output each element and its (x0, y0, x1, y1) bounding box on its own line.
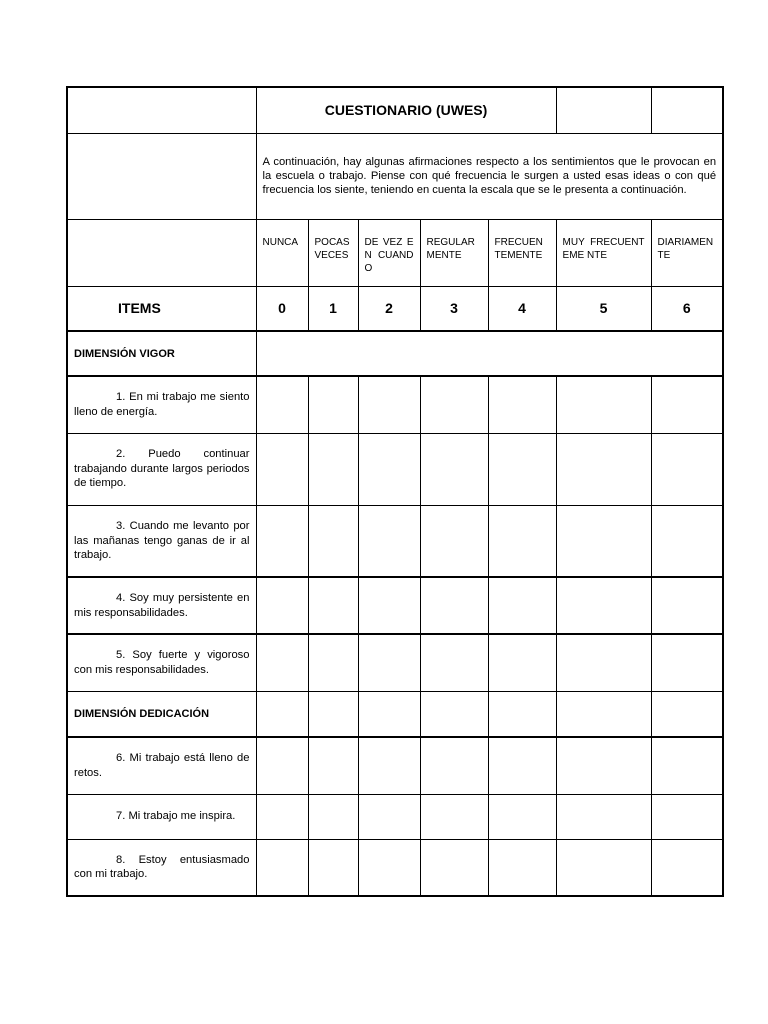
question-text: 5. Soy fuerte y vigoroso con mis responsabilidades. (67, 634, 256, 691)
scale-label-3: REGULAR MENTE (420, 219, 488, 286)
answer-cell[interactable] (488, 376, 556, 433)
scale-label-0: NUNCA (256, 219, 308, 286)
answer-cell[interactable] (651, 634, 723, 691)
answer-cell[interactable] (556, 794, 651, 839)
scale-value-5: 5 (556, 286, 651, 331)
table-row (67, 737, 723, 794)
answer-cell[interactable] (358, 634, 420, 691)
scale-label-1: POCAS VECES (308, 219, 358, 286)
answer-cell[interactable] (308, 737, 358, 794)
answer-cell[interactable] (420, 737, 488, 794)
scale-label-6: DIARIAMEN TE (651, 219, 723, 286)
table-row (67, 577, 723, 634)
answer-cell[interactable] (420, 794, 488, 839)
scale-label-5: MUY FRECUENTEME NTE (556, 219, 651, 286)
answer-cell[interactable] (358, 505, 420, 577)
blank-cell (67, 87, 256, 133)
intro-row (67, 133, 723, 219)
scale-value-0: 0 (256, 286, 308, 331)
answer-cell[interactable] (488, 433, 556, 505)
answer-cell[interactable] (308, 634, 358, 691)
answer-cell[interactable] (556, 433, 651, 505)
answer-cell[interactable] (256, 577, 308, 634)
answer-cell[interactable] (651, 376, 723, 433)
answer-cell[interactable] (651, 794, 723, 839)
answer-cell[interactable] (556, 634, 651, 691)
answer-cell[interactable] (488, 794, 556, 839)
answer-cell[interactable] (358, 794, 420, 839)
scale-value-3: 3 (420, 286, 488, 331)
answer-cell[interactable] (651, 577, 723, 634)
questionnaire-title: CUESTIONARIO (UWES) (256, 87, 556, 133)
blank-cell (358, 691, 420, 737)
blank-cell (651, 87, 723, 133)
answer-cell[interactable] (308, 376, 358, 433)
dimension-row (67, 331, 723, 376)
answer-cell[interactable] (358, 376, 420, 433)
answer-cell[interactable] (556, 839, 651, 896)
blank-cell (67, 133, 256, 219)
answer-cell[interactable] (556, 505, 651, 577)
answer-cell[interactable] (488, 505, 556, 577)
answer-cell[interactable] (308, 577, 358, 634)
question-text: 7. Mi trabajo me inspira. (67, 794, 256, 839)
answer-cell[interactable] (420, 376, 488, 433)
items-header-row (67, 286, 723, 331)
answer-cell[interactable] (308, 794, 358, 839)
answer-cell[interactable] (488, 634, 556, 691)
blank-cell (67, 219, 256, 286)
answer-cell[interactable] (651, 737, 723, 794)
question-text: 2. Puedo continuar trabajando durante largos periodos de tiempo. (67, 433, 256, 505)
table-row (67, 839, 723, 896)
answer-cell[interactable] (488, 839, 556, 896)
blank-cell (651, 691, 723, 737)
answer-cell[interactable] (256, 433, 308, 505)
dimension-dedicacion-label: DIMENSIÓN DEDICACIÓN (67, 691, 256, 737)
question-text: 6. Mi trabajo está lleno de retos. (67, 737, 256, 794)
answer-cell[interactable] (556, 737, 651, 794)
answer-cell[interactable] (488, 737, 556, 794)
scale-value-2: 2 (358, 286, 420, 331)
blank-cell (256, 691, 308, 737)
answer-cell[interactable] (308, 433, 358, 505)
scale-value-1: 1 (308, 286, 358, 331)
answer-cell[interactable] (256, 839, 308, 896)
table-row (67, 794, 723, 839)
table-row (67, 433, 723, 505)
answer-cell[interactable] (256, 376, 308, 433)
answer-cell[interactable] (256, 794, 308, 839)
answer-cell[interactable] (488, 577, 556, 634)
table-row (67, 505, 723, 577)
table-row (67, 376, 723, 433)
answer-cell[interactable] (358, 433, 420, 505)
question-text: 4. Soy muy persistente en mis responsabilidades. (67, 577, 256, 634)
answer-cell[interactable] (651, 505, 723, 577)
blank-cell (420, 691, 488, 737)
answer-cell[interactable] (420, 634, 488, 691)
question-text: 3. Cuando me levanto por las mañanas tengo ganas de ir al trabajo. (67, 505, 256, 577)
table-row (67, 634, 723, 691)
scale-label-4: FRECUEN TEMENTE (488, 219, 556, 286)
blank-cell (488, 691, 556, 737)
question-text: 1. En mi trabajo me siento lleno de energía. (67, 376, 256, 433)
answer-cell[interactable] (556, 376, 651, 433)
answer-cell[interactable] (308, 839, 358, 896)
scale-value-6: 6 (651, 286, 723, 331)
instructions-text: A continuación, hay algunas afirmaciones respecto a los sentimientos que le provocan en la escuela o trabajo. Piense con qué frecuencia le surgen a usted esas ideas o con qué frecuencia los siente, teniendo en cuenta la escala que se le presenta a continuación. (256, 133, 723, 219)
answer-cell[interactable] (256, 634, 308, 691)
answer-cell[interactable] (420, 577, 488, 634)
items-header: ITEMS (67, 286, 256, 331)
answer-cell[interactable] (308, 505, 358, 577)
answer-cell[interactable] (420, 505, 488, 577)
scale-label-2: DE VEZ EN CUANDO (358, 219, 420, 286)
title-row (67, 87, 723, 133)
dimension-row (67, 691, 723, 737)
answer-cell[interactable] (420, 433, 488, 505)
answer-cell[interactable] (358, 737, 420, 794)
blank-cell (556, 691, 651, 737)
question-text: 8. Estoy entusiasmado con mi trabajo. (67, 839, 256, 896)
uwes-questionnaire-table (66, 86, 724, 897)
blank-cell (256, 331, 723, 376)
answer-cell[interactable] (651, 433, 723, 505)
dimension-vigor-label: DIMENSIÓN VIGOR (67, 331, 256, 376)
scale-value-4: 4 (488, 286, 556, 331)
answer-cell[interactable] (556, 577, 651, 634)
answer-cell[interactable] (256, 737, 308, 794)
blank-cell (308, 691, 358, 737)
answer-cell[interactable] (651, 839, 723, 896)
answer-cell[interactable] (420, 839, 488, 896)
answer-cell[interactable] (358, 839, 420, 896)
blank-cell (556, 87, 651, 133)
answer-cell[interactable] (256, 505, 308, 577)
answer-cell[interactable] (358, 577, 420, 634)
scale-labels-row (67, 219, 723, 286)
